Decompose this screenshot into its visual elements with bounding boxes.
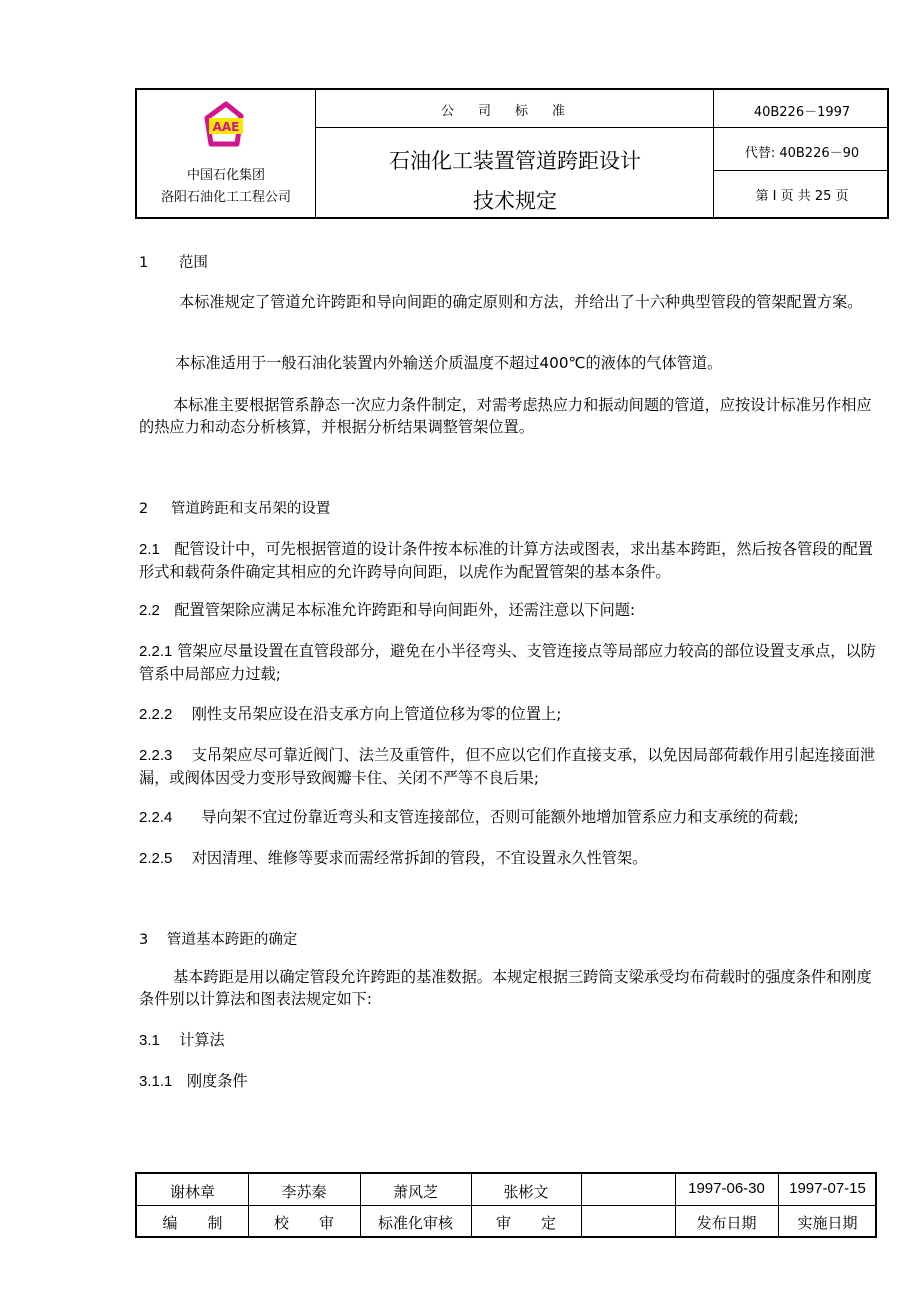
signer-name: 李苏秦 (281, 1183, 327, 1201)
clause-text: 刚度条件 (186, 1072, 248, 1090)
publish-date-label: 发布日期 (696, 1214, 757, 1232)
clause-number: 2.2.5 (139, 850, 173, 867)
clause (139, 538, 881, 583)
paragraph: 本标准规定了管道允许跨距和导向间距的确定原则和方法，并给出了十六种典型管段的管架配置方案。 (179, 293, 863, 311)
paragraph: 本标准适用于一般石油化装置内外输送介质温度不超过400℃的液体的气体管道。 (175, 354, 723, 372)
doc-title-line1: 石油化工装置管道跨距设计 (389, 149, 641, 173)
doc-title-line2: 技术规定 (473, 189, 557, 213)
clause (139, 744, 881, 789)
standard-type: 公司标准 (440, 104, 589, 119)
clause-text: 配管设计中，可先根据管道的设计条件按本标准的计算方法或图表，求出基本跨距，然后按各管段的配置形式和载荷条件确定其相应的允许跨导向间距，以虎作为配置管架的基本条件。 (139, 540, 873, 581)
clause (139, 1070, 881, 1093)
page-info: 第 Ⅰ 页 共 25 页 (755, 189, 849, 204)
company-logo (199, 100, 253, 150)
role-label: 编 制 (162, 1214, 223, 1232)
clause (139, 599, 881, 622)
paragraph: 本标准主要根据管系静态一次应力条件制定，对需考虑热应力和振动间题的管道，应按设计标准另作相应的热应力和动态分析核算，并根据分析结果调整管架位置。 (139, 396, 872, 436)
clause-text: 导向架不宜过份靠近弯头和支管连接部位，否则可能额外地增加管系应力和支承统的荷载; (201, 808, 799, 826)
clause (139, 806, 881, 829)
role-label: 审 定 (495, 1214, 556, 1232)
role-label: 标准化审核 (377, 1214, 453, 1232)
header-table (135, 88, 889, 219)
publish-date: 1997-06-30 (688, 1180, 765, 1197)
divider (713, 170, 887, 171)
signature-table (135, 1172, 877, 1238)
section-heading (139, 928, 297, 949)
clause-number: 2.1 (139, 541, 160, 558)
clause-text: 刚性支吊架应设在沿支承方向上管道位移为零的位置上; (191, 705, 562, 723)
clause-number: 2.2 (139, 602, 160, 619)
clause-number: 3.1.1 (139, 1073, 173, 1090)
company-name-line1: 中国石化集团 (186, 168, 265, 183)
clause-number: 2.2.2 (139, 706, 173, 723)
paragraph: 基本跨距是用以确定管段允许跨距的基准数据。本规定根据三跨筒支梁承受均布荷载时的强度条件和刚度条件别以计算法和图表法规定如下: (139, 968, 872, 1008)
section-title: 管道基本跨距的确定 (166, 932, 298, 948)
divider (315, 127, 887, 128)
clause (139, 640, 881, 685)
clause-text: 计算法 (179, 1031, 225, 1049)
company-name-line2: 洛阳石油化工工程公司 (160, 190, 291, 205)
clause (139, 703, 881, 726)
effective-date: 1997-07-15 (789, 1180, 866, 1197)
section-number: 2 (139, 501, 149, 517)
signer-name: 萧风芝 (392, 1183, 438, 1201)
section-heading (139, 497, 330, 518)
clause-text: 管架应尽量设置在直管段部分，避免在小半径弯头、支管连接点等局部应力较高的部位设置支承点，以防管系中局部应力过载; (139, 642, 876, 683)
clause-text: 支吊架应尽可靠近阀门、法兰及重管件，但不应以它们作直接支承，以免因局部荷载作用引起连接面泄漏，或阀体因受力变形导致阀瓣卡住、关闭不严等不良后果; (139, 746, 876, 787)
replaces-number: 代替: 40B226－90 (744, 146, 860, 161)
section-number: 3 (139, 932, 149, 948)
signer-name: 谢林章 (169, 1183, 215, 1201)
clause (139, 1029, 881, 1052)
section-title: 管道跨距和支吊架的设置 (170, 501, 331, 517)
section-title: 范围 (178, 255, 208, 271)
section-number: 1 (139, 255, 149, 271)
divider (315, 90, 316, 217)
section-heading (139, 251, 208, 272)
clause-number: 3.1 (139, 1032, 160, 1049)
clause-text: 配置管架除应满足本标准允许跨距和导向间距外，还需注意以下问题: (174, 601, 636, 619)
clause-number: 2.2.3 (139, 747, 173, 764)
signer-name: 张彬文 (503, 1183, 549, 1201)
divider (137, 1205, 875, 1206)
logo-text: AAE (212, 120, 240, 134)
clause-number: 2.2.4 (139, 809, 173, 826)
doc-number: 40B226－1997 (753, 105, 851, 120)
clause (139, 847, 881, 870)
clause-text: 对因清理、维修等要求而需经常拆卸的管段，不宜设置永久性管架。 (191, 849, 648, 867)
role-label: 校 审 (273, 1214, 334, 1232)
effective-date-label: 实施日期 (797, 1214, 858, 1232)
clause-number: 2.2.1 (139, 643, 173, 660)
